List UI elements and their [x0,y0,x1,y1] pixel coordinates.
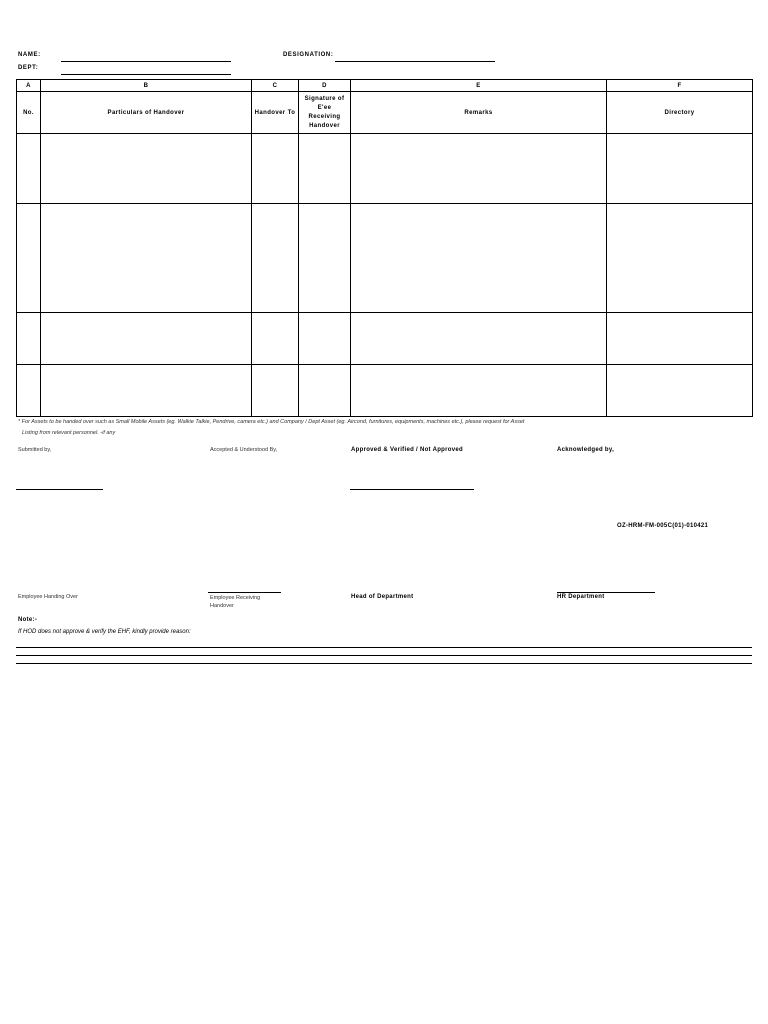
receiving-signature-line[interactable] [208,592,281,593]
header-signature-line2: E'ee [317,104,332,111]
cell-directory[interactable] [607,204,753,313]
cell-remarks[interactable] [351,313,607,365]
cell-remarks[interactable] [351,365,607,417]
cell-particulars[interactable] [41,365,252,417]
header-signature [299,92,351,134]
employee-receiving-label [210,594,260,610]
cell-signature[interactable] [299,365,351,417]
column-letter-e: E [351,80,607,92]
header-handover-to: Handover To [252,92,299,134]
acknowledged-by-label: Acknowledged by, [557,447,615,453]
form-code: OZ-HRM-FM-005C(01)-010421 [617,523,709,529]
header-signature-line3: Receiving [308,113,341,120]
dept-label: DEPT: [18,65,39,71]
cell-no[interactable] [17,204,41,313]
hr-signature-line[interactable] [557,592,655,593]
cell-handover-to[interactable] [252,134,299,204]
header-remarks: Remarks [351,92,607,134]
header-no: No. [17,92,41,134]
cell-signature[interactable] [299,204,351,313]
column-letter-d: D [299,80,351,92]
cell-remarks[interactable] [351,204,607,313]
cell-particulars[interactable] [41,134,252,204]
cell-handover-to[interactable] [252,365,299,417]
hr-department-label: HR Department [557,594,605,600]
header-directory: Directory [607,92,753,134]
header-particulars: Particulars of Handover [41,92,252,134]
table-row [17,204,753,313]
reason-line-1[interactable] [16,647,752,648]
note-text: If HOD does not approve & verify the EHF, kindly provide reason: [18,629,191,635]
header-signature-line1: Signature of [304,95,345,102]
submitted-signature-line[interactable] [16,489,103,490]
name-field-line[interactable] [61,61,231,62]
cell-directory[interactable] [607,365,753,417]
designation-field-line[interactable] [335,61,495,62]
table-row [17,365,753,417]
table-row [17,134,753,204]
submitted-by-label: Submitted by, [18,447,52,453]
reason-line-2[interactable] [16,655,752,656]
cell-remarks[interactable] [351,134,607,204]
header-signature-line4: Handover [309,122,340,129]
cell-no[interactable] [17,365,41,417]
employee-receiving-line2: Handover [210,603,234,609]
reason-line-3[interactable] [16,663,752,664]
note-title: Note:- [18,617,38,623]
column-letter-b: B [41,80,252,92]
approved-signature-line[interactable] [350,489,474,490]
cell-particulars[interactable] [41,313,252,365]
cell-handover-to[interactable] [252,204,299,313]
cell-no[interactable] [17,134,41,204]
table-row [17,313,753,365]
cell-directory[interactable] [607,313,753,365]
accepted-by-label: Accepted & Understood By, [210,447,278,453]
head-of-department-label: Head of Department [351,594,414,600]
cell-handover-to[interactable] [252,313,299,365]
footnote-line2: Listing from relevant personnel. -if any [22,430,116,436]
column-letter-f: F [607,80,753,92]
employee-handing-over-label: Employee Handing Over [18,594,78,600]
cell-particulars[interactable] [41,204,252,313]
name-label: NAME: [18,52,41,58]
cell-signature[interactable] [299,134,351,204]
designation-label: DESIGNATION: [283,52,334,58]
employee-receiving-line1: Employee Receiving [210,595,261,601]
approved-label: Approved & Verified / Not Approved [351,447,463,453]
footnote-line1: * For Assets to be handed over such as Small Mobile Assets (eg. Walkie Talkie, Pendrive, camera etc.) and Company / Dept Asset (eg. Aircond, furnitures, equipments, machines etc.), please request for Asset [18,419,525,425]
column-letter-row [17,80,753,92]
dept-field-line[interactable] [61,74,231,75]
handover-table [16,79,753,417]
column-letter-a: A [17,80,41,92]
header-row [17,92,753,134]
cell-signature[interactable] [299,313,351,365]
column-letter-c: C [252,80,299,92]
cell-no[interactable] [17,313,41,365]
cell-directory[interactable] [607,134,753,204]
